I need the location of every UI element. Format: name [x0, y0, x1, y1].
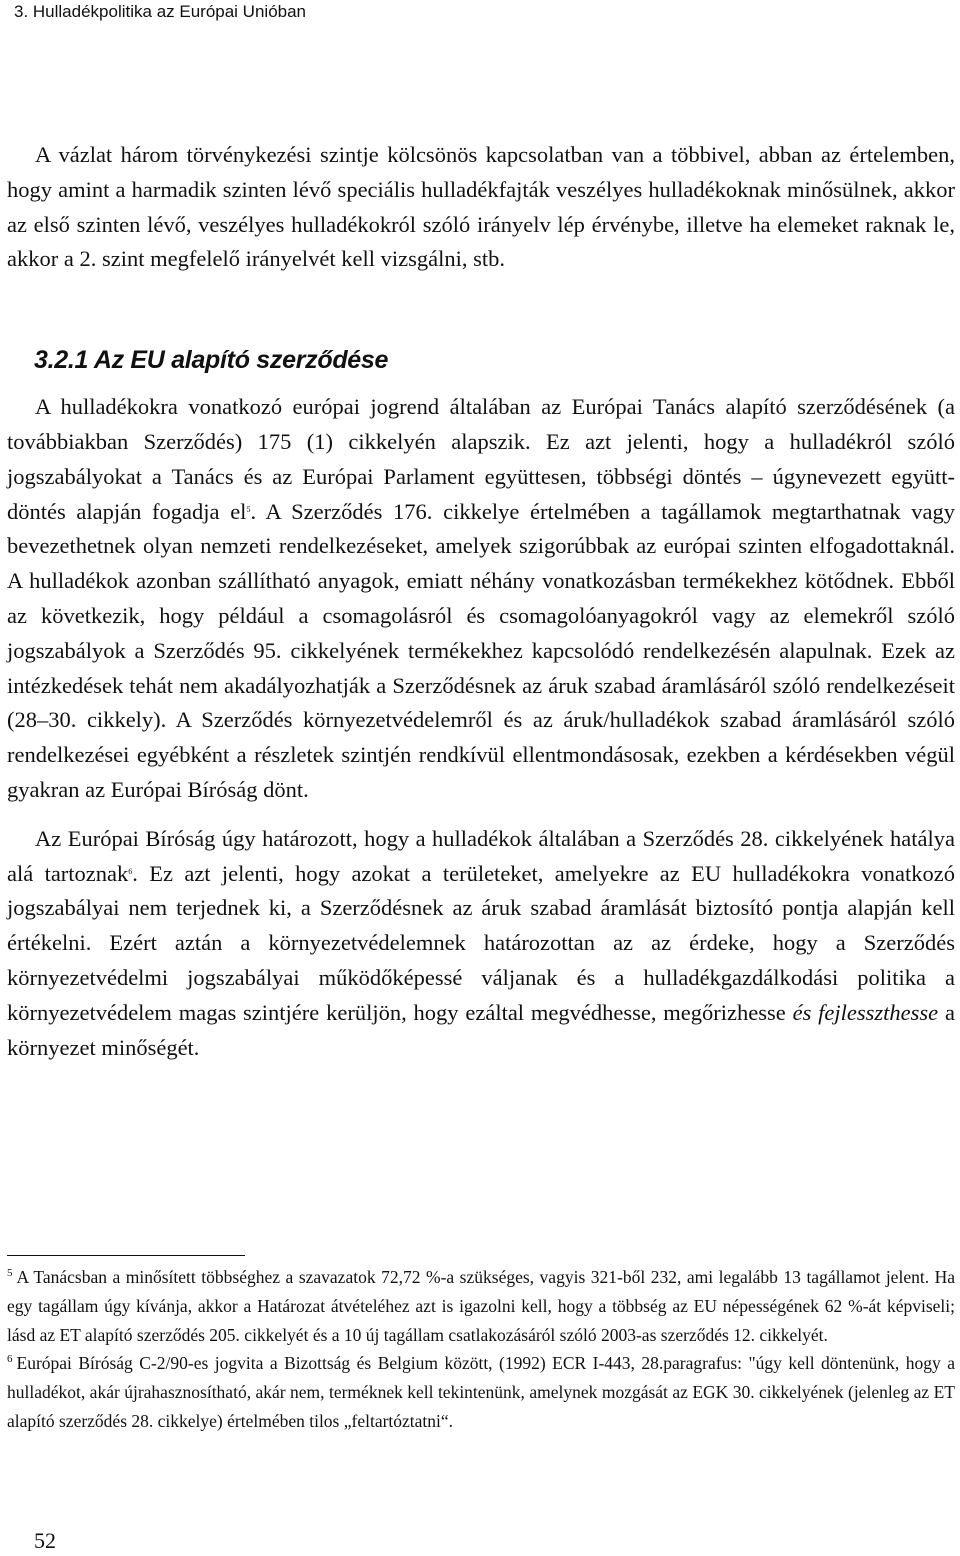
footnote-6 — [7, 1349, 955, 1435]
section-heading: 3.2.1 Az EU alapító szerződése — [34, 346, 389, 375]
running-header: 3. Hulladékpolitika az Európai Unióban — [14, 2, 307, 21]
footnote-text: Európai Bíróság C-2/90-es jogvita a Bizottság és Belgium között, (1992) ECR I-443, 28.paragrafus: "úgy kell döntenünk, hogy a hulladékot, akár újrahasznosítható, akár nem, terméknek kell tekintenünk, amelynek mozgását az EGK 30. cikkelyének (jelenleg az ET alapító szerződés 28. cikkelye) értelmében tilos „feltartóztatni“. — [7, 1353, 955, 1431]
paragraph-text: Az Európai Bíróság úgy határozott, hogy a hulladékok általában a Szerződés 28. cikkelyének hatálya alá tartoznak — [7, 825, 955, 886]
footnote-number: 5 — [7, 1267, 13, 1279]
italic-phrase: és fejlesszthesse — [792, 999, 939, 1025]
section-paragraph-2 — [7, 822, 955, 1066]
page-number: 52 — [34, 1528, 56, 1553]
section-paragraph-1 — [7, 390, 955, 808]
footnote-ref-5[interactable]: 5 — [246, 504, 251, 514]
footnote-text: A Tanácsban a minősített többséghez a szavazatok 72,72 %-a szükséges, vagyis 321-ből 232, ami legalább 13 tagállamot jelent. Ha egy tagállam úgy kívánja, akkor a Határozat átvételéhez azt is igazolni kell, hogy a többség az EU népességének 62 %-át képviseli; lásd az ET alapító szerződés 205. cikkelyét és a 10 új tagállam csatlakozásáról szóló 2003-as szerződés 12. cikkelyét. — [7, 1267, 955, 1345]
footnote-5 — [7, 1263, 955, 1349]
intro-paragraph: A vázlat három törvénykezési szintje kölcsönös kapcsolatban van a többivel, abban az értelemben, hogy amint a harmadik szinten lévő speciális hulladékfajták veszélyes hulladékoknak minősülnek, akkor az első szinten lévő, veszélyes hulladékokról szóló irányelv lép érvénybe, illetve ha elemeket raknak le, akkor a 2. szint megfelelő irányelvét kell vizsgálni, stb. — [7, 142, 955, 272]
paragraph-text: a környezet minőségét. — [7, 999, 955, 1060]
footnotes — [7, 1263, 955, 1436]
paragraph-text: . Ez azt jelenti, hogy azokat a területeket, amelyekre az EU hulladékokra vonatkozó jogszabályai nem terjednek ki, a Szerződésnek az áruk szabad áramlását biztosító pontja alapján kell értékelni. Ezért aztán a környezetvédelemnek határozottan az az érdeke, hogy a Szerződés környezetvédelmi jogszabályai működőképessé váljanak és a hulladékgazdálkodási politika a környezetvédelem magas szintjére kerüljön, hogy ezáltal megvédhesse, megőrizhesse — [7, 860, 955, 1025]
footnote-divider — [7, 1255, 245, 1256]
paragraph-text: A hulladékokra vonatkozó európai jogrend általában az Európai Tanács alapító szerződésének (a továbbiakban Szerződés) 175 (1) cikkelyén alapszik. Ez azt jelenti, hogy a hulladékról szóló jogszabályokat a Tanács és az Európai Parlament együttesen, többségi döntés – úgynevezett együtt-döntés alapján fogadja el — [7, 394, 955, 524]
paragraph-text: . A Szerződés 176. cikkelye értelmében a tagállamok megtarthatnak vagy bevezethetnek olyan nemzeti rendelkezéseket, amelyek szigorúbbak az európai szinten elfogadottaknál. A hulladékok azonban szállítható anyagok, emiatt néhány vonatkozásban termékekhez kötődnek. Ebből az következik, hogy például a csomagolásról és csomagolóanyagokról vagy az elemekről szóló jogszabályok a Szerződés 95. cikkelyének termékekhez kapcsolódó rendelkezésén alapulnak. Ezek az intézkedések tehát nem akadályozhatják a Szerződésnek az áruk szabad áramlásáról szóló rendelkezéseit (28–30. cikkely). A Szerződés környezetvédelemről és az áruk/hulladékok szabad áramlásáról szóló rendelkezései egyébként a részletek szintjén rendkívül ellentmondásosak, ezekben a kérdésekben végül gyakran az Európai Bíróság dönt. — [7, 498, 955, 802]
page-body — [7, 138, 955, 1065]
footnote-number: 6 — [7, 1353, 13, 1366]
footnote-ref-6[interactable]: 6 — [128, 866, 133, 876]
